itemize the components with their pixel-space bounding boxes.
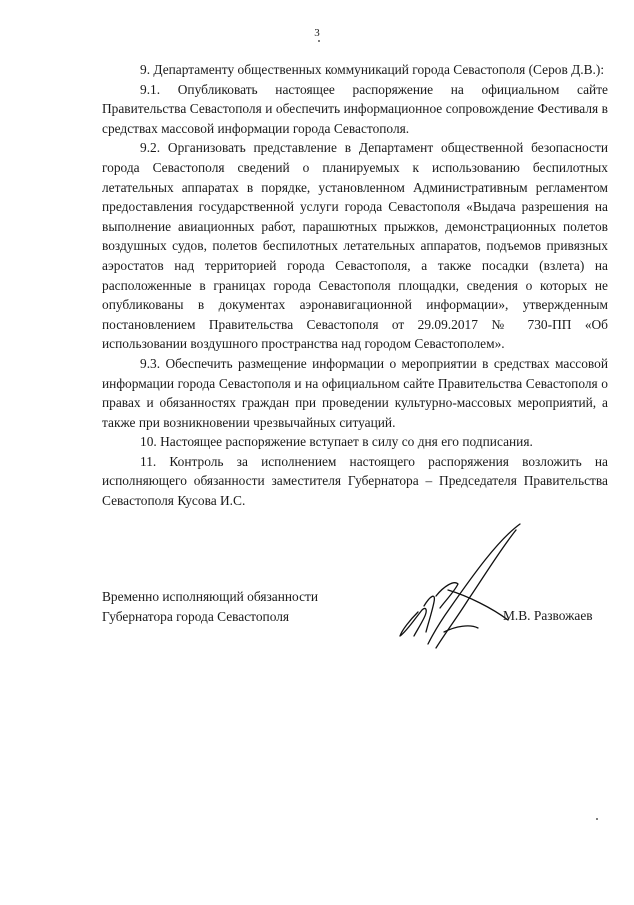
document-body xyxy=(102,60,608,511)
paragraph-11: 11. Контроль за исполнением настоящего распоряжения возложить на исполняющего обязанности заместителя Губернатора – Председателя Правительства Севастополя Кусова И.С. xyxy=(102,453,608,509)
paragraph-9: 9. Департаменту общественных коммуникаций города Севастополя (Серов Д.В.): xyxy=(140,62,605,77)
handwritten-signature xyxy=(388,520,538,660)
signer-position xyxy=(102,587,318,626)
page-number: 3 xyxy=(314,27,320,39)
scan-speck xyxy=(318,40,320,42)
paragraph-9-1: 9.1. Опубликовать настоящее распоряжение на официальном сайте Правительства Севастополя и обеспечить информационное сопровождение Фестиваля в средствах массовой информации города Севастополя. xyxy=(102,81,608,136)
signer-name: М.В. Развожаев xyxy=(503,608,593,623)
paragraph-9-3: 9.3. Обеспечить размещение информации о мероприятии в средствах массовой информации города Севастополя и на официальном сайте Правительства Севастополя о правах и обязанностях граждан при проведении культурно-массовых мероприятий, а также при возникновении чрезвычайных ситуаций. xyxy=(102,355,608,430)
signer-position-line-1: Временно исполняющий обязанности xyxy=(102,589,319,604)
paragraph-9-2: 9.2. Организовать представление в Департамент общественной безопасности города Севастополя сведений о планируемых к использованию беспилотных летательных аппаратах в порядке, установленном Административным регламентом предоставления государственной услуги города Севастополя «Выдача разрешения на выполнение авиационных работ, парашютных прыжков, демонстрационных полетов воздушных судов, полетов беспилотных летательных аппаратов, подъемов привязных аэростатов над территорией города Севастополя, а также посадки (взлета) на расположенные в границах города Севастополя площадки, сведения о которых не опубликованы в документах аэронавигационной информации», утвержденным постановлением Правительства Севастополя от 29.09.2017 № 730-ПП «Об использовании воздушного пространства над городом Севастополем». xyxy=(102,140,608,352)
signer-position-line-2: Губернатора города Севастополя xyxy=(102,608,290,624)
scan-speck xyxy=(596,818,598,820)
paragraph-10: 10. Настоящее распоряжение вступает в силу со дня его подписания. xyxy=(140,434,533,450)
